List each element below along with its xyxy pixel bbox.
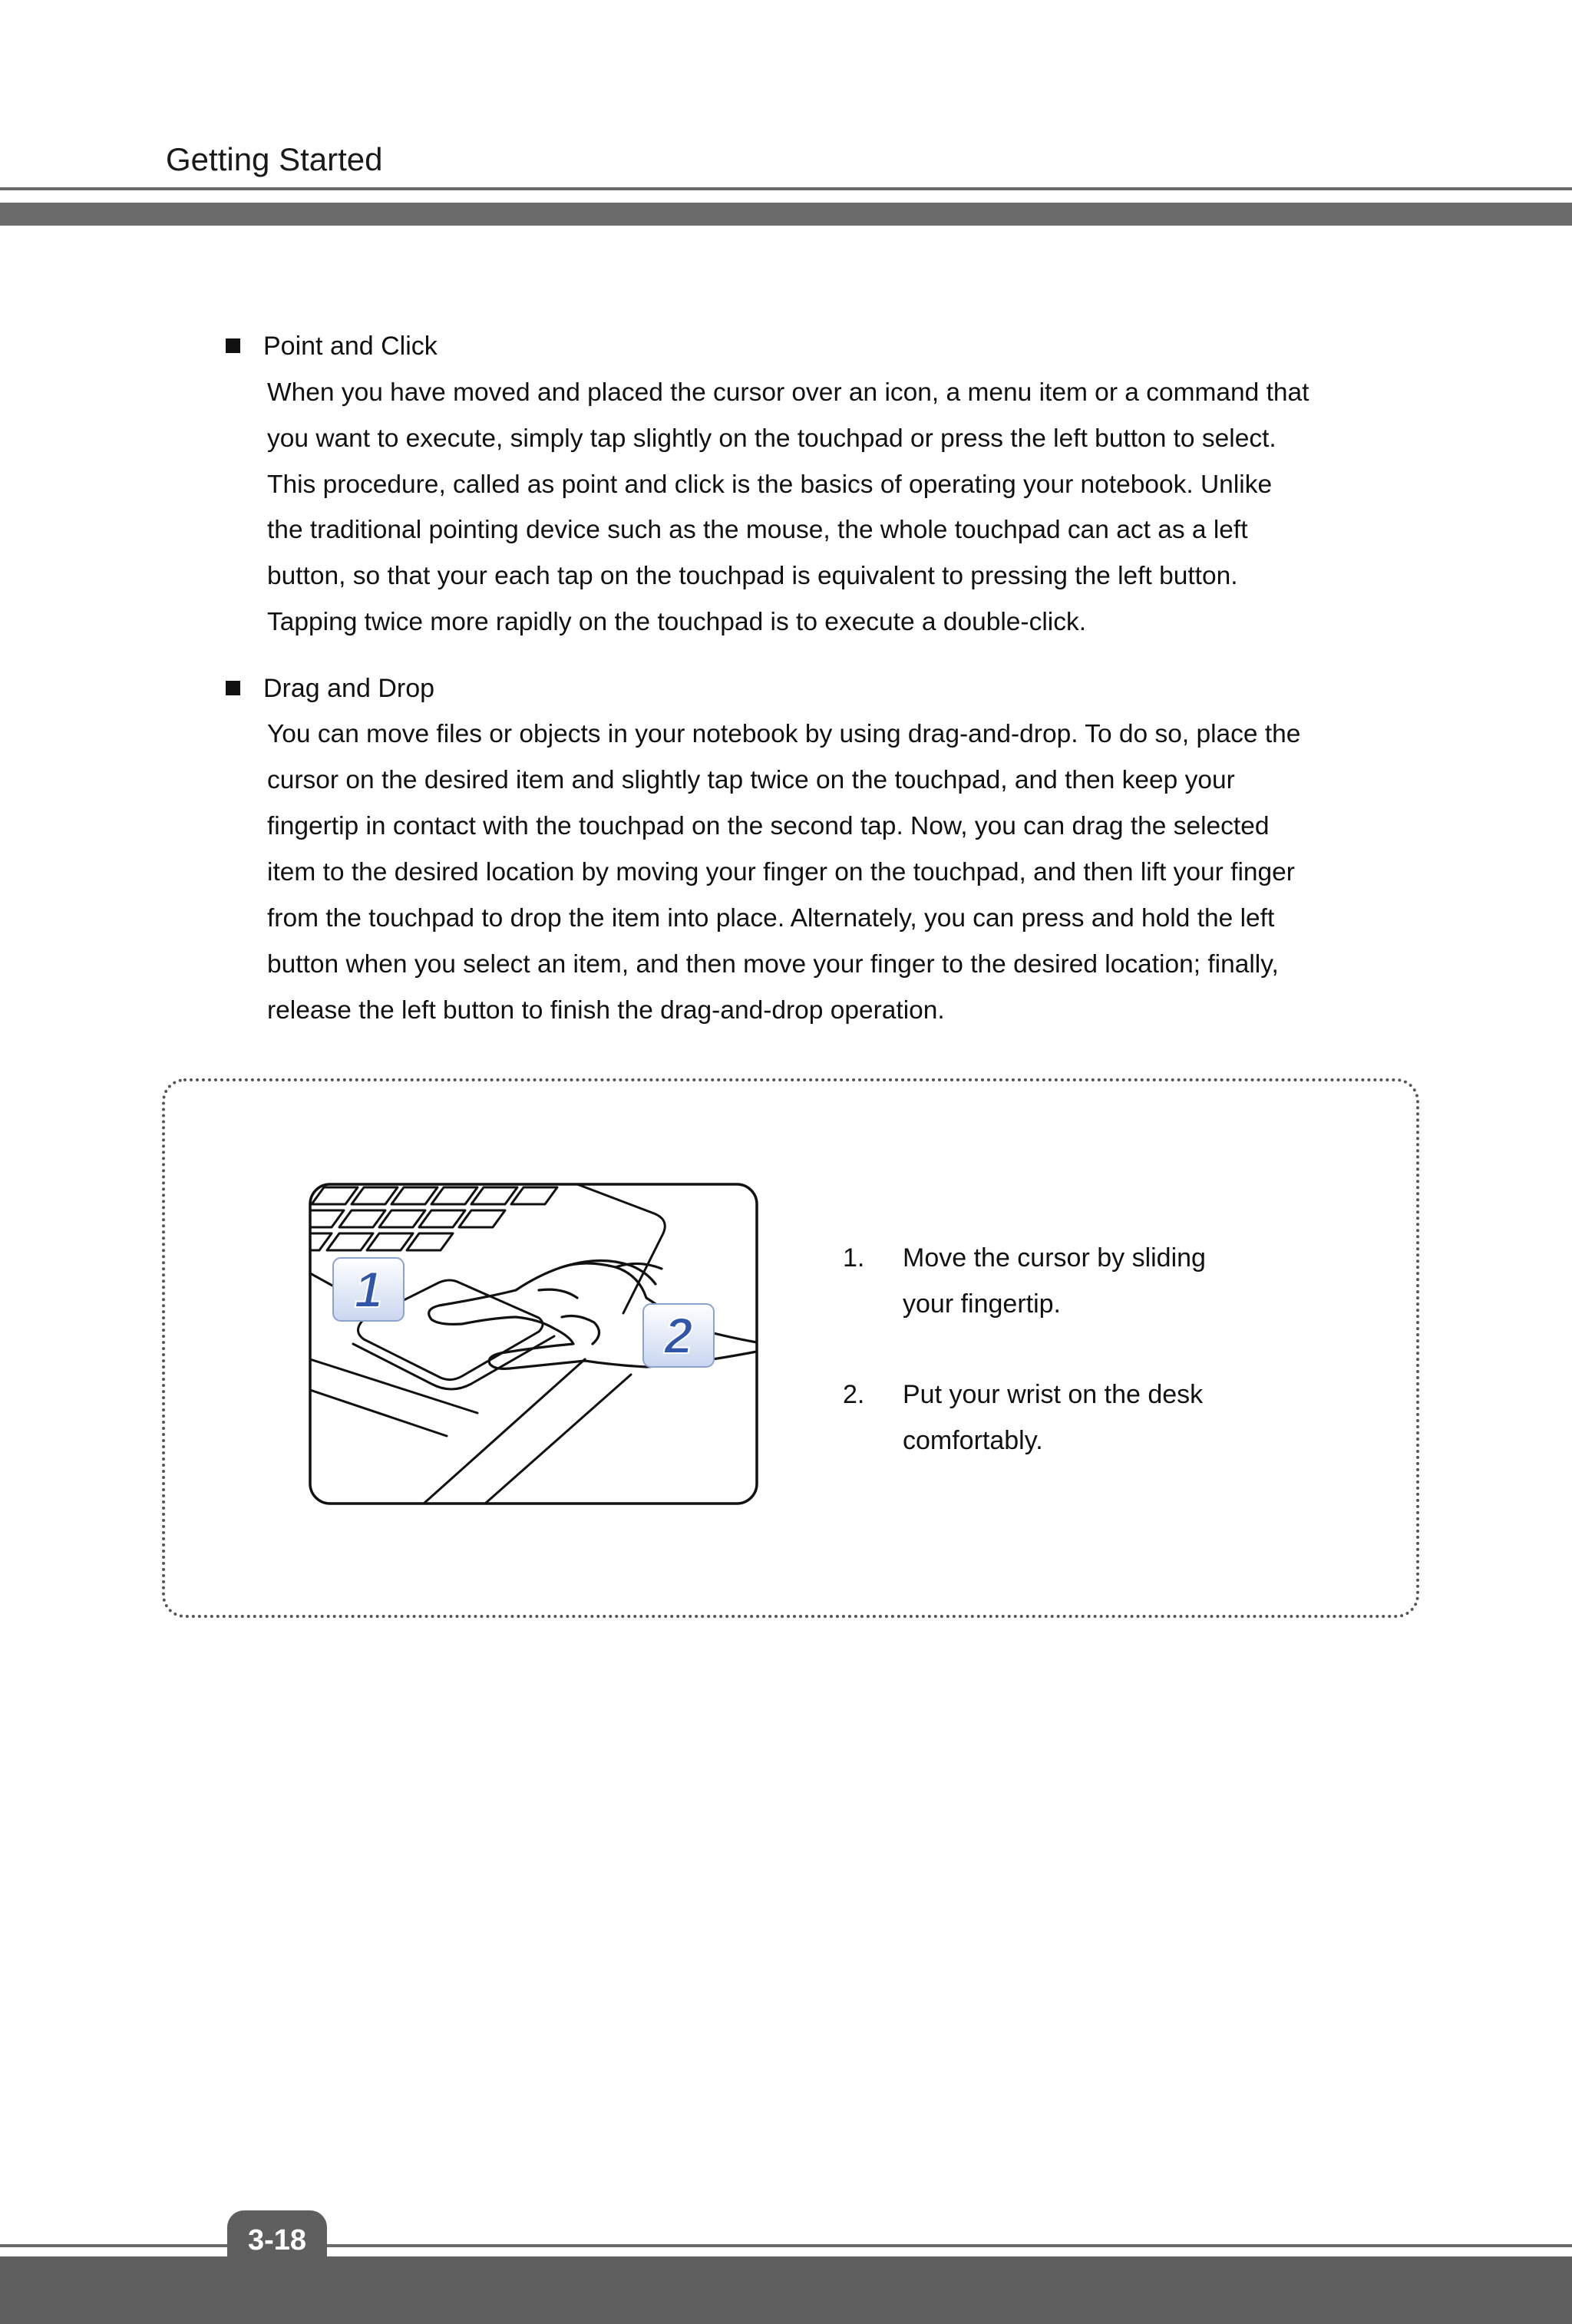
paragraph-line: cursor on the desired item and slightly tap twice on the touchpad, and then keep your bbox=[267, 766, 1235, 794]
bullet-square-icon bbox=[226, 681, 240, 695]
paragraph-line: the traditional pointing device such as the mouse, the whole touchpad can act as a left bbox=[267, 516, 1248, 544]
step-text-line: comfortably. bbox=[903, 1426, 1043, 1455]
paragraph-line: release the left button to finish the drag-and-drop operation. bbox=[267, 996, 945, 1025]
paragraph-line: item to the desired location by moving your finger on the touchpad, and then lift your finger bbox=[267, 858, 1295, 886]
paragraph-line: button, so that your each tap on the touchpad is equivalent to pressing the left button. bbox=[267, 562, 1238, 590]
page-header-title: Getting Started bbox=[166, 141, 383, 177]
paragraph-line: When you have moved and placed the cursor over an icon, a menu item or a command that bbox=[267, 378, 1309, 407]
paragraph-line: from the touchpad to drop the item into place. Alternately, you can press and hold the left bbox=[267, 904, 1275, 933]
section-heading-drag-and-drop: Drag and Drop bbox=[263, 674, 435, 703]
header-rule bbox=[0, 187, 1572, 190]
paragraph-line: Tapping twice more rapidly on the touchpad is to execute a double-click. bbox=[267, 608, 1087, 636]
paragraph-line: This procedure, called as point and click is the basics of operating your notebook. Unlike bbox=[267, 470, 1273, 499]
svg-text:2: 2 bbox=[664, 1307, 693, 1364]
section-heading-point-and-click: Point and Click bbox=[263, 332, 438, 361]
bullet-square-icon bbox=[226, 338, 240, 353]
paragraph-line: fingertip in contact with the touchpad on the second tap. Now, you can drag the selected bbox=[267, 812, 1270, 840]
header-band bbox=[0, 203, 1572, 226]
paragraph-line: you want to execute, simply tap slightly on the touchpad or press the left button to select. bbox=[267, 424, 1276, 453]
step-text-line: Move the cursor by sliding bbox=[903, 1243, 1206, 1273]
step-badge-1 bbox=[333, 1258, 404, 1321]
step-number: 2. bbox=[843, 1380, 865, 1409]
step-text-line: Put your wrist on the desk bbox=[903, 1380, 1204, 1409]
step-text-line: your fingertip. bbox=[903, 1289, 1061, 1319]
keyboard-keys bbox=[310, 1187, 557, 1250]
page-number: 3-18 bbox=[247, 2224, 307, 2256]
paragraph-line: You can move files or objects in your notebook by using drag-and-drop. To do so, place the bbox=[267, 720, 1301, 748]
svg-text:1: 1 bbox=[354, 1261, 383, 1318]
touchpad-illustration bbox=[309, 1183, 758, 1505]
step-number: 1. bbox=[843, 1243, 865, 1273]
step-badge-2 bbox=[643, 1304, 714, 1367]
paragraph-line: button when you select an item, and then move your finger to the desired location; finally, bbox=[267, 950, 1279, 979]
